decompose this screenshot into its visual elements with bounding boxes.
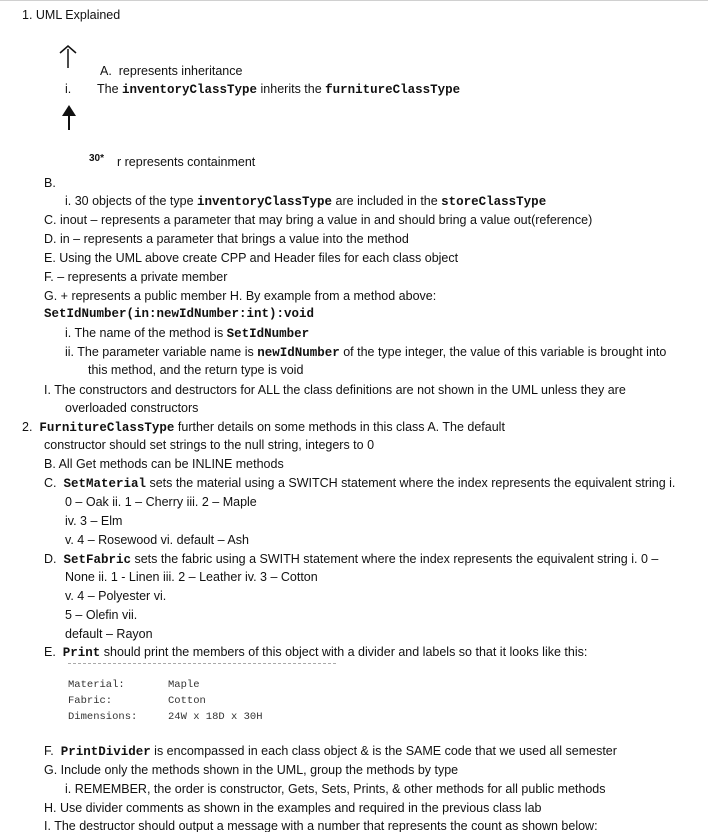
sample-val-fabric: Cotton	[168, 695, 206, 707]
item-b-label: B.	[44, 176, 56, 190]
item-2d-l3: v. 4 – Polyester vi.	[65, 589, 167, 603]
sample-val-material: Maple	[168, 679, 200, 691]
item-g-i: i. The name of the method is SetIdNumber	[65, 326, 310, 341]
section-title: 1. UML Explained	[22, 8, 121, 22]
item-c: C. inout – represents a parameter that may bring a value in and should bring a value out(reference)	[44, 213, 593, 227]
item-f: F. – represents a private member	[44, 270, 228, 284]
item-2h: H. Use divider comments as shown in the examples and required in the previous class lab	[44, 801, 542, 815]
item-i: I. The constructors and destructors for ALL the class definitions are not shown in the UML unless they are	[44, 383, 626, 397]
item-a-inherits: The inventoryClassType inherits the furnitureClassType	[97, 82, 461, 97]
sample-key-fabric: Fabric:	[68, 695, 113, 707]
item-2b: B. All Get methods can be INLINE methods	[44, 457, 284, 471]
method-signature: SetIdNumber(in:newIdNumber:int):void	[44, 307, 315, 321]
item-a: A. represents inheritance	[100, 64, 243, 78]
sample-divider	[68, 663, 336, 664]
sample-val-dimensions: 24W x 18D x 30H	[168, 711, 263, 723]
item-2d-l2: None ii. 1 - Linen iii. 2 – Leather iv. 3 – Cotton	[65, 570, 318, 584]
section-2: 2. FurnitureClassType further details on some methods in this class A. The default	[22, 420, 505, 435]
item-d: D. in – represents a parameter that brings a value into the method	[44, 232, 409, 246]
item-2d: D. SetFabric sets the fabric using a SWITH statement where the index represents the equivalent string i. 0 –	[44, 552, 659, 567]
item-2c-l2: 0 – Oak ii. 1 – Cherry iii. 2 – Maple	[65, 495, 257, 509]
item-2g-i: i. REMEMBER, the order is constructor, Gets, Sets, Prints, & other methods for all public methods	[65, 782, 606, 796]
sample-key-dimensions: Dimensions:	[68, 711, 138, 723]
item-a-marker: i.	[65, 82, 72, 96]
containment-arrow-icon	[60, 104, 78, 130]
multiplicity-label: 30*	[89, 153, 105, 164]
item-g-ii: ii. The parameter variable name is newIdNumber of the type integer, the value of this variable is brought into	[65, 345, 667, 360]
item-2e: E. Print should print the members of this object with a divider and labels so that it looks like this:	[44, 645, 588, 660]
top-rule	[0, 0, 708, 1]
containment-text: r represents containment	[117, 155, 256, 169]
item-2c-l3: iv. 3 – Elm	[65, 514, 123, 528]
cutoff-line	[0, 818, 708, 832]
sample-key-material: Material:	[68, 679, 125, 691]
item-g-ii-cont: this method, and the return type is void	[88, 363, 304, 377]
item-2i: I. The destructor should output a message with a number that represents the count as shown below:	[44, 819, 598, 832]
section-2-cont: constructor should set strings to the null string, integers to 0	[44, 438, 375, 452]
item-b: i. 30 objects of the type inventoryClassType are included in the storeClassType	[65, 194, 547, 209]
item-g: G. + represents a public member H. By example from a method above:	[44, 289, 437, 303]
item-2d-l5: default – Rayon	[65, 627, 153, 641]
item-i-cont: overloaded constructors	[65, 401, 199, 415]
inheritance-arrow-icon	[58, 44, 78, 68]
item-2g: G. Include only the methods shown in the UML, group the methods by type	[44, 763, 459, 777]
item-2c-l4: v. 4 – Rosewood vi. default – Ash	[65, 533, 249, 547]
item-2f: F. PrintDivider is encompassed in each class object & is the SAME code that we used all semester	[44, 744, 617, 759]
item-2d-l4: 5 – Olefin vii.	[65, 608, 138, 622]
item-e: E. Using the UML above create CPP and Header files for each class object	[44, 251, 459, 265]
item-2c: C. SetMaterial sets the material using a SWITCH statement where the index represents the equivalent string i.	[44, 476, 676, 491]
